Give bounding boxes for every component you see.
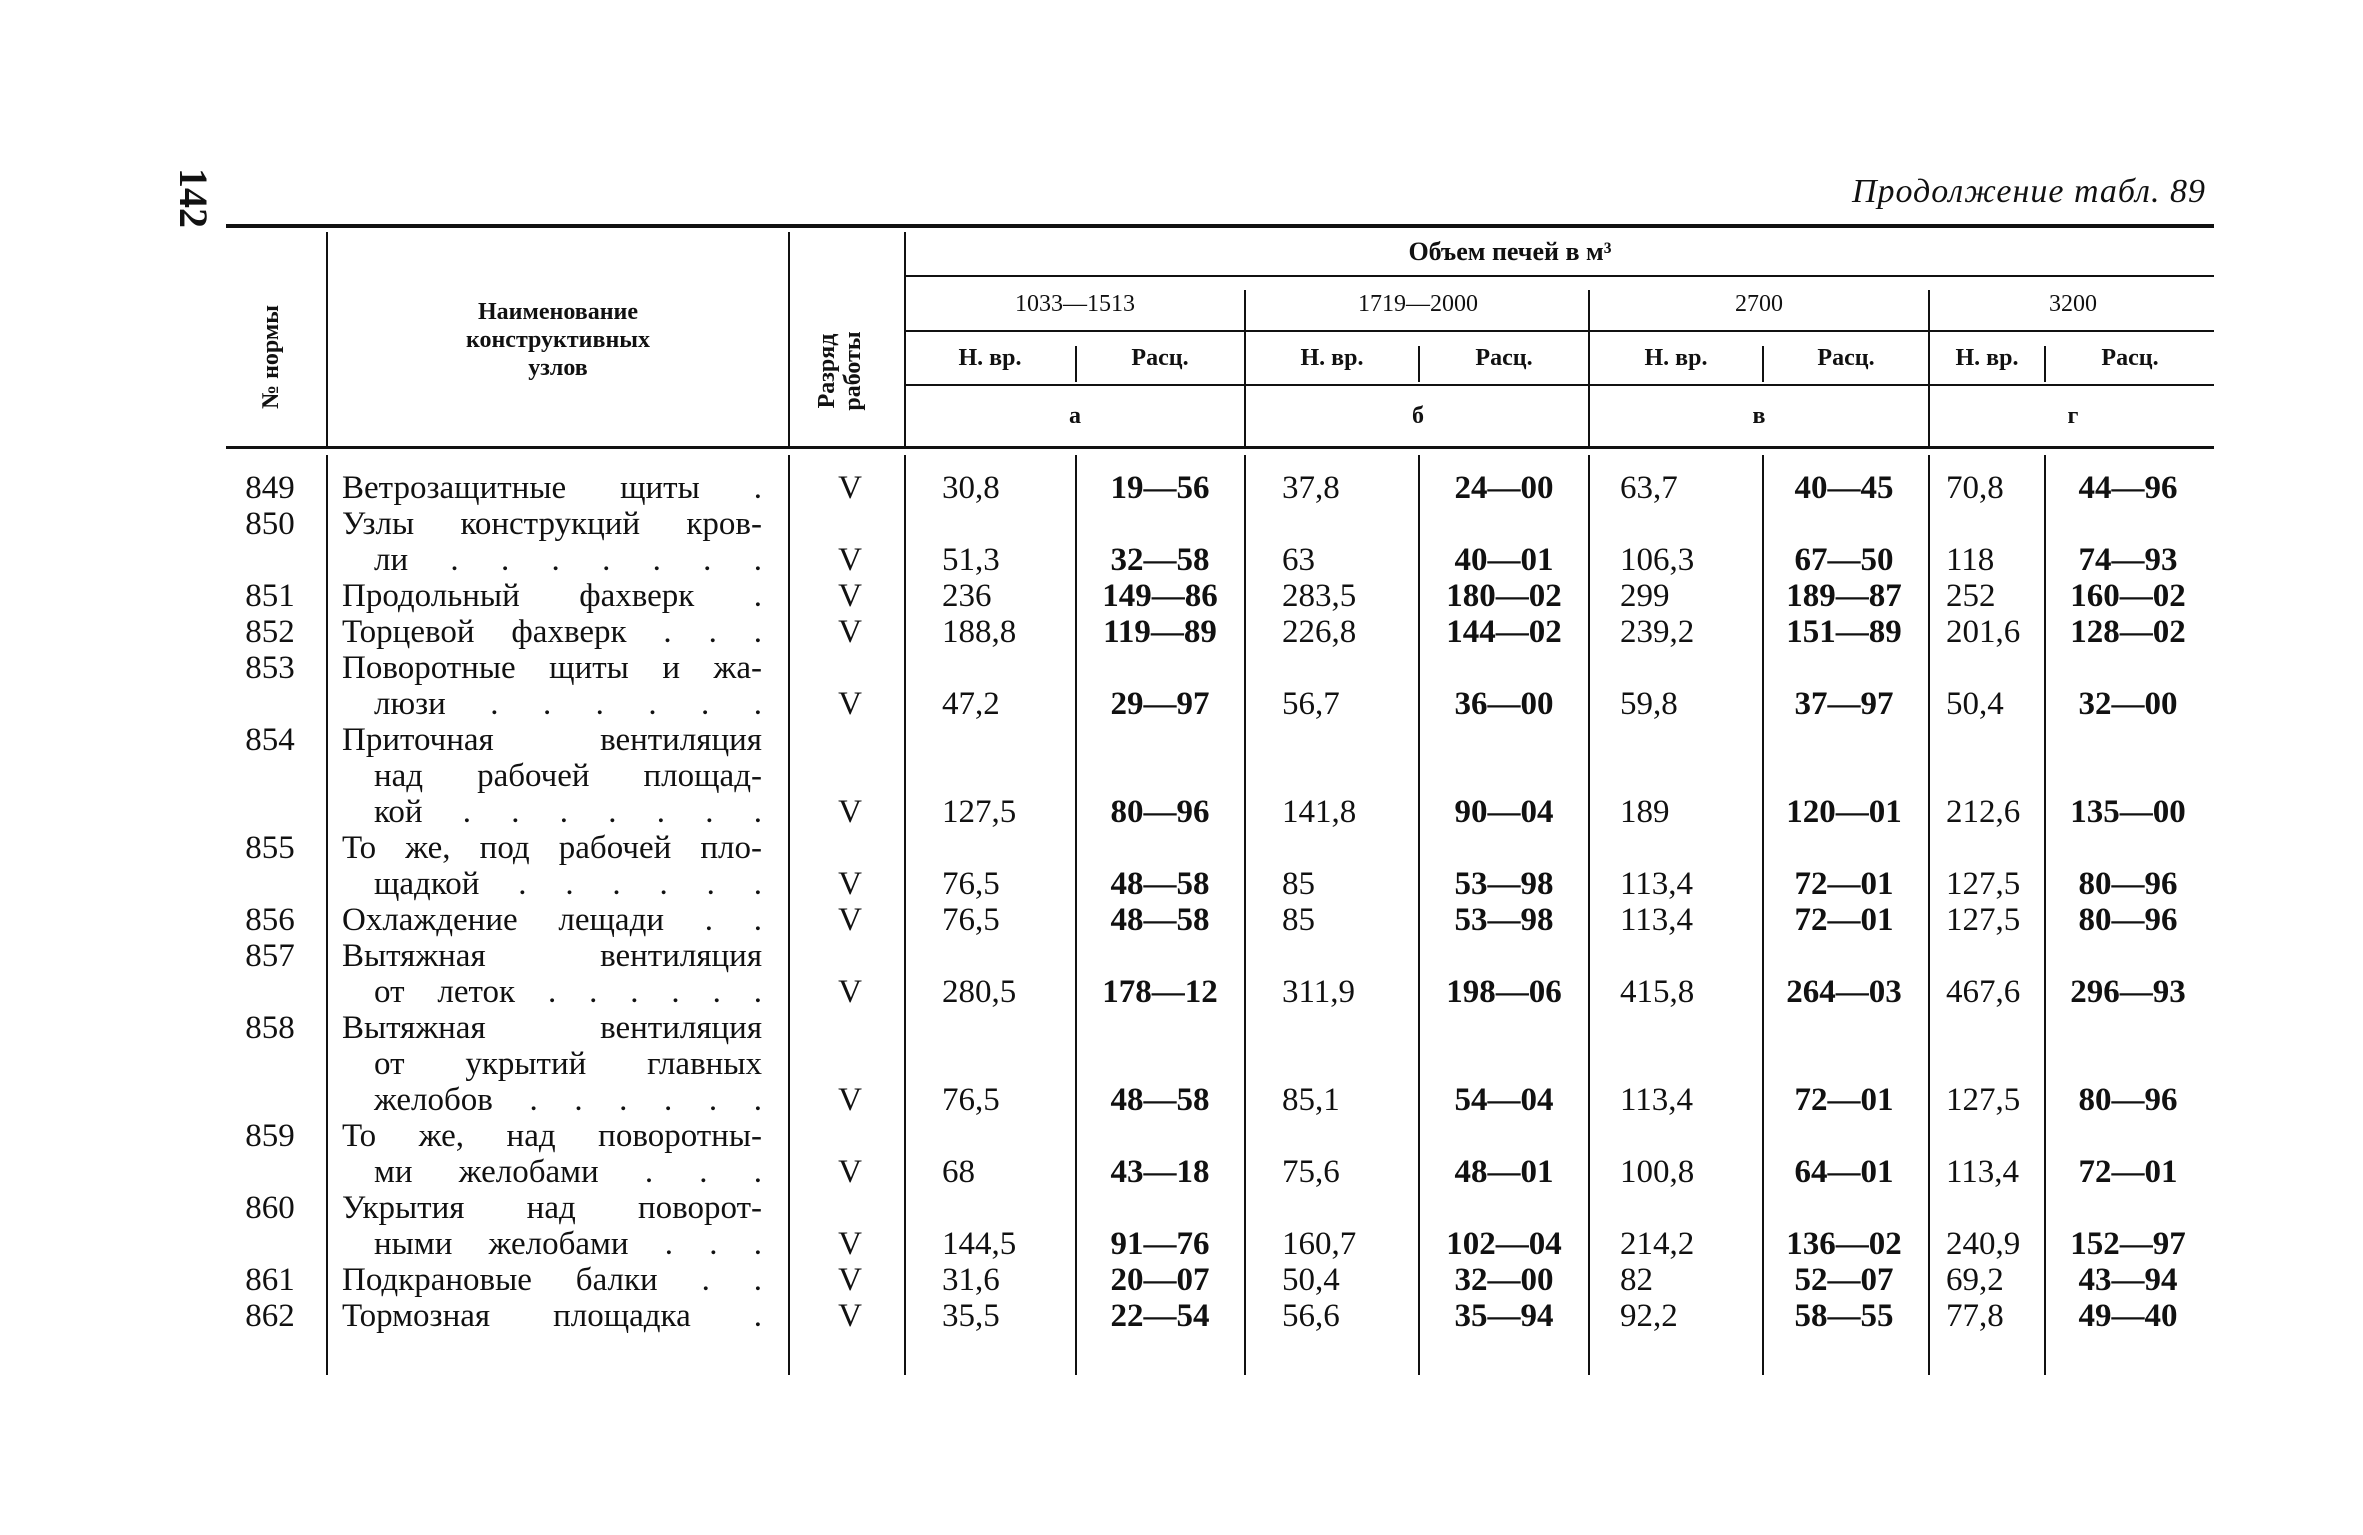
- rate-a: 19—56: [1110, 470, 1210, 506]
- norm-number: 857: [245, 938, 295, 974]
- rate-d: 72—01: [2078, 1154, 2178, 1190]
- time-norm-b: 56,7: [1282, 686, 1340, 722]
- time-norm-c: 59,8: [1620, 686, 1678, 722]
- item-name: [342, 722, 762, 830]
- ranges-rule: [904, 330, 2214, 332]
- work-rank: V: [838, 470, 862, 506]
- rate-d: 80—96: [2078, 1082, 2178, 1118]
- rate-a: 48—58: [1110, 866, 1210, 902]
- time-norm-b: 141,8: [1282, 794, 1357, 830]
- time-norm-c: 100,8: [1620, 1154, 1695, 1190]
- work-rank: V: [838, 866, 862, 902]
- time-norm-c: 113,4: [1620, 1082, 1694, 1118]
- item-name-line: кой . . . . . . .: [374, 794, 762, 830]
- rate-a: 32—58: [1110, 542, 1210, 578]
- work-rank: V: [838, 1082, 862, 1118]
- sub-divider-c: [1762, 346, 1764, 382]
- rate-c: 151—89: [1786, 614, 1902, 650]
- rate-a: 29—97: [1110, 686, 1210, 722]
- header-item-name: [336, 298, 780, 382]
- norm-number: 860: [245, 1190, 295, 1226]
- header-divider-3: [904, 232, 906, 446]
- time-norm-b: 311,9: [1282, 974, 1356, 1010]
- rate-b: 102—04: [1446, 1226, 1562, 1262]
- volume-title-rule: [904, 275, 2214, 277]
- time-norm-c: 113,4: [1620, 866, 1694, 902]
- item-name-line: Ветрозащитные щиты .: [342, 470, 762, 506]
- time-norm-c: 113,4: [1620, 902, 1694, 938]
- rate-b: 198—06: [1446, 974, 1562, 1010]
- header-range-d: 3200: [2049, 291, 2097, 317]
- table-row: [0, 578, 2363, 614]
- rate-d: 44—96: [2078, 470, 2178, 506]
- rate-d: 32—00: [2078, 686, 2178, 722]
- rate-b: 53—98: [1454, 866, 1554, 902]
- rate-a: 43—18: [1110, 1154, 1210, 1190]
- rate-d: 296—93: [2070, 974, 2186, 1010]
- table-row: [0, 1298, 2363, 1334]
- time-norm-d: 118: [1946, 542, 1995, 578]
- table-row: [0, 938, 2363, 1010]
- item-name: [342, 614, 762, 650]
- rate-d: 80—96: [2078, 866, 2178, 902]
- rate-c: 136—02: [1786, 1226, 1902, 1262]
- header-item-name-line: конструктивных: [465, 327, 651, 353]
- time-norm-a: 76,5: [942, 866, 1000, 902]
- time-norm-d: 252: [1946, 578, 1996, 614]
- time-norm-c: 63,7: [1620, 470, 1678, 506]
- time-norm-d: 127,5: [1946, 902, 2021, 938]
- time-norm-b: 37,8: [1282, 470, 1340, 506]
- header-time-d: Н. вр.: [1955, 345, 2019, 371]
- rate-c: 72—01: [1794, 1082, 1894, 1118]
- work-rank: V: [838, 902, 862, 938]
- norm-number: 853: [245, 650, 295, 686]
- rate-a: 48—58: [1110, 902, 1210, 938]
- item-name: [342, 1190, 762, 1262]
- item-name-line: желобов . . . . . .: [374, 1082, 762, 1118]
- work-rank: V: [838, 686, 862, 722]
- work-rank: V: [838, 1262, 862, 1298]
- rate-d: 74—93: [2078, 542, 2178, 578]
- item-name-line: Вытяжная вентиляция: [342, 1010, 762, 1046]
- time-norm-b: 56,6: [1282, 1298, 1340, 1334]
- table-row: [0, 1010, 2363, 1118]
- time-norm-c: 415,8: [1620, 974, 1695, 1010]
- header-group-divider-2: [1588, 290, 1590, 446]
- item-name: [342, 506, 762, 578]
- item-name: [342, 1262, 762, 1298]
- time-norm-d: 240,9: [1946, 1226, 2021, 1262]
- time-norm-d: 70,8: [1946, 470, 2004, 506]
- work-rank: V: [838, 578, 862, 614]
- table-row: [0, 506, 2363, 578]
- sub-divider-a: [1075, 346, 1077, 382]
- norm-number: 849: [245, 470, 295, 506]
- header-rate-d: Расц.: [2101, 345, 2159, 371]
- rate-c: 64—01: [1794, 1154, 1894, 1190]
- item-name-line: Подкрановые балки . .: [342, 1262, 762, 1298]
- rate-b: 32—00: [1454, 1262, 1554, 1298]
- header-item-name-line: узлов: [528, 355, 588, 381]
- time-norm-c: 92,2: [1620, 1298, 1678, 1334]
- time-norm-d: 50,4: [1946, 686, 2004, 722]
- time-norm-a: 188,8: [942, 614, 1017, 650]
- work-rank: V: [838, 1298, 862, 1334]
- rate-a: 20—07: [1110, 1262, 1210, 1298]
- header-letter-b: б: [1412, 403, 1424, 429]
- time-norm-a: 31,6: [942, 1262, 1000, 1298]
- time-norm-a: 280,5: [942, 974, 1017, 1010]
- item-name-line: щадкой . . . . . .: [374, 866, 762, 902]
- time-norm-b: 50,4: [1282, 1262, 1340, 1298]
- sub-divider-d: [2044, 346, 2046, 382]
- rate-b: 180—02: [1446, 578, 1562, 614]
- item-name: [342, 938, 762, 1010]
- rate-c: 40—45: [1794, 470, 1894, 506]
- rate-d: 128—02: [2070, 614, 2186, 650]
- rate-b: 144—02: [1446, 614, 1562, 650]
- header-divider-2: [788, 232, 790, 446]
- table-row: [0, 1190, 2363, 1262]
- time-norm-b: 75,6: [1282, 1154, 1340, 1190]
- table-row: [0, 830, 2363, 902]
- header-time-c: Н. вр.: [1644, 345, 1708, 371]
- rate-c: 67—50: [1794, 542, 1894, 578]
- work-rank: V: [838, 1154, 862, 1190]
- item-name-line: То же, под рабочей пло-: [342, 830, 762, 866]
- rate-a: 149—86: [1102, 578, 1218, 614]
- time-norm-c: 106,3: [1620, 542, 1695, 578]
- time-norm-d: 77,8: [1946, 1298, 2004, 1334]
- item-name: [342, 470, 762, 506]
- header-time-b: Н. вр.: [1300, 345, 1364, 371]
- item-name-line: Узлы конструкций кров-: [342, 506, 762, 542]
- time-norm-d: 127,5: [1946, 1082, 2021, 1118]
- rate-c: 72—01: [1794, 902, 1894, 938]
- item-name: [342, 1118, 762, 1190]
- time-norm-d: 113,4: [1946, 1154, 2020, 1190]
- item-name: [342, 1298, 762, 1334]
- item-name-line: ми желобами . . .: [374, 1154, 762, 1190]
- header-volume-title: Объем печей в м³: [1408, 237, 1612, 266]
- time-norm-a: 144,5: [942, 1226, 1017, 1262]
- time-norm-a: 76,5: [942, 902, 1000, 938]
- time-norm-a: 76,5: [942, 1082, 1000, 1118]
- item-name-line: То же, над поворотны-: [342, 1118, 762, 1154]
- header-letter-d: г: [2067, 403, 2079, 429]
- rate-b: 35—94: [1454, 1298, 1554, 1334]
- header-group-divider-3: [1928, 290, 1930, 446]
- item-name-line: Тормозная площадка .: [342, 1298, 762, 1334]
- header-range-b: 1719—2000: [1358, 291, 1478, 317]
- norm-number: 862: [245, 1298, 295, 1334]
- rate-b: 54—04: [1454, 1082, 1554, 1118]
- rate-a: 178—12: [1102, 974, 1218, 1010]
- rate-b: 48—01: [1454, 1154, 1554, 1190]
- rate-a: 48—58: [1110, 1082, 1210, 1118]
- norm-number: 851: [245, 578, 295, 614]
- time-norm-a: 30,8: [942, 470, 1000, 506]
- work-rank: V: [838, 1226, 862, 1262]
- header-bottom-rule: [226, 446, 2214, 449]
- rate-c: 72—01: [1794, 866, 1894, 902]
- header-rate-b: Расц.: [1475, 345, 1533, 371]
- time-norm-b: 63: [1282, 542, 1315, 578]
- time-norm-a: 127,5: [942, 794, 1017, 830]
- time-norm-a: 51,3: [942, 542, 1000, 578]
- item-name-line: Вытяжная вентиляция: [342, 938, 762, 974]
- rate-c: 52—07: [1794, 1262, 1894, 1298]
- time-norm-b: 226,8: [1282, 614, 1357, 650]
- rate-b: 24—00: [1454, 470, 1554, 506]
- time-norm-d: 201,6: [1946, 614, 2021, 650]
- table-row: [0, 470, 2363, 506]
- norm-number: 856: [245, 902, 295, 938]
- time-norm-b: 85: [1282, 902, 1315, 938]
- item-name-line: ли . . . . . . .: [374, 542, 762, 578]
- item-name: [342, 578, 762, 614]
- rate-c: 58—55: [1794, 1298, 1894, 1334]
- item-name-line: люзи . . . . . .: [374, 686, 762, 722]
- header-range-c: 2700: [1735, 291, 1783, 317]
- work-rank: V: [838, 794, 862, 830]
- rate-a: 91—76: [1110, 1226, 1210, 1262]
- norm-number: 855: [245, 830, 295, 866]
- norm-number: 852: [245, 614, 295, 650]
- table-caption: Продолжение табл. 89: [1851, 173, 2206, 210]
- time-norm-a: 236: [942, 578, 992, 614]
- time-norm-c: 299: [1620, 578, 1670, 614]
- table-row: [0, 722, 2363, 830]
- item-name: [342, 830, 762, 902]
- item-name-line: от укрытий главных: [374, 1046, 762, 1082]
- time-norm-b: 160,7: [1282, 1226, 1357, 1262]
- header-rank: [814, 312, 866, 430]
- norm-number: 850: [245, 506, 295, 542]
- time-norm-c: 239,2: [1620, 614, 1695, 650]
- work-rank: V: [838, 542, 862, 578]
- rate-a: 119—89: [1103, 614, 1217, 650]
- header-top-rule: [226, 224, 2214, 228]
- item-name: [342, 1010, 762, 1118]
- item-name-line: Торцевой фахверк . . .: [342, 614, 762, 650]
- rate-b: 53—98: [1454, 902, 1554, 938]
- table-row: [0, 1262, 2363, 1298]
- time-norm-a: 35,5: [942, 1298, 1000, 1334]
- subheader-rule: [904, 384, 2214, 386]
- time-norm-a: 47,2: [942, 686, 1000, 722]
- rate-d: 160—02: [2070, 578, 2186, 614]
- time-norm-d: 69,2: [1946, 1262, 2004, 1298]
- header-time-a: Н. вр.: [958, 345, 1022, 371]
- item-name-line: от леток . . . . . .: [374, 974, 762, 1010]
- time-norm-c: 82: [1620, 1262, 1653, 1298]
- header-range-a: 1033—1513: [1015, 291, 1135, 317]
- header-letter-a: а: [1069, 403, 1081, 429]
- header-rank-line: Разряд: [814, 333, 840, 409]
- header-rate-c: Расц.: [1817, 345, 1875, 371]
- rate-d: 152—97: [2070, 1226, 2186, 1262]
- rate-b: 36—00: [1454, 686, 1554, 722]
- time-norm-c: 189: [1620, 794, 1670, 830]
- table-row: [0, 902, 2363, 938]
- item-name-line: Приточная вентиляция: [342, 722, 762, 758]
- time-norm-b: 85,1: [1282, 1082, 1340, 1118]
- rate-d: 80—96: [2078, 902, 2178, 938]
- rate-d: 43—94: [2078, 1262, 2178, 1298]
- header-rank-line: работы: [840, 331, 866, 411]
- rate-d: 49—40: [2078, 1298, 2178, 1334]
- rate-a: 22—54: [1110, 1298, 1210, 1334]
- page-number: 142: [171, 168, 216, 228]
- item-name-line: Продольный фахверк .: [342, 578, 762, 614]
- item-name: [342, 650, 762, 722]
- header-divider-1: [326, 232, 328, 446]
- item-name-line: Охлаждение лещади . .: [342, 902, 762, 938]
- table-row: [0, 614, 2363, 650]
- rate-c: 264—03: [1786, 974, 1902, 1010]
- rate-d: 135—00: [2070, 794, 2186, 830]
- rate-a: 80—96: [1110, 794, 1210, 830]
- time-norm-d: 467,6: [1946, 974, 2021, 1010]
- time-norm-b: 85: [1282, 866, 1315, 902]
- time-norm-d: 127,5: [1946, 866, 2021, 902]
- item-name-line: ными желобами . . .: [374, 1226, 762, 1262]
- item-name-line: над рабочей площад-: [374, 758, 762, 794]
- work-rank: V: [838, 614, 862, 650]
- rate-c: 189—87: [1786, 578, 1902, 614]
- header-letter-c: в: [1752, 403, 1766, 429]
- table-row: [0, 650, 2363, 722]
- header-item-name-line: Наименование: [478, 299, 638, 325]
- time-norm-c: 214,2: [1620, 1226, 1695, 1262]
- norm-number: 861: [245, 1262, 295, 1298]
- table-row: [0, 1118, 2363, 1190]
- time-norm-a: 68: [942, 1154, 975, 1190]
- norm-number: 854: [245, 722, 295, 758]
- time-norm-b: 283,5: [1282, 578, 1357, 614]
- header-rate-a: Расц.: [1131, 345, 1189, 371]
- rate-b: 40—01: [1454, 542, 1554, 578]
- sub-divider-b: [1418, 346, 1420, 382]
- norm-number: 859: [245, 1118, 295, 1154]
- item-name-line: Укрытия над поворот-: [342, 1190, 762, 1226]
- rate-b: 90—04: [1454, 794, 1554, 830]
- time-norm-d: 212,6: [1946, 794, 2021, 830]
- header-norm-number: № нормы: [258, 305, 284, 410]
- norm-number: 858: [245, 1010, 295, 1046]
- item-name: [342, 902, 762, 938]
- item-name-line: Поворотные щиты и жа-: [342, 650, 762, 686]
- rate-c: 120—01: [1786, 794, 1902, 830]
- rate-c: 37—97: [1794, 686, 1894, 722]
- header-group-divider-1: [1244, 290, 1246, 446]
- work-rank: V: [838, 974, 862, 1010]
